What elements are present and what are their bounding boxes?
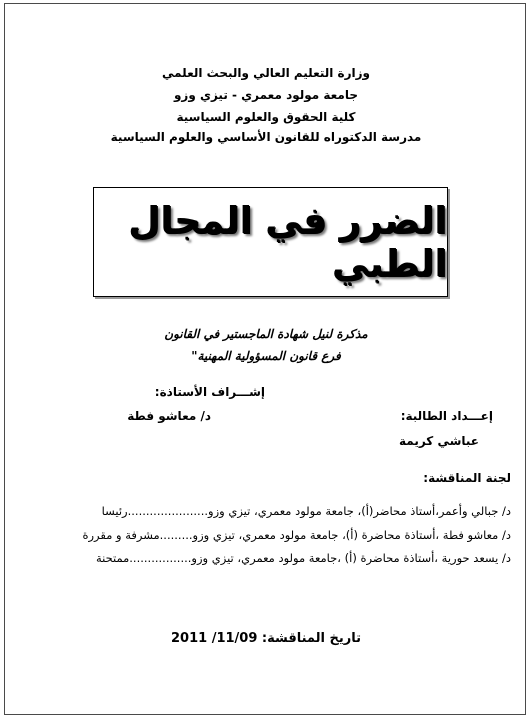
supervisor-name: د/ معاشو فطة bbox=[127, 409, 211, 423]
faculty-line: كلية الحقوق والعلوم السياسية bbox=[176, 110, 356, 124]
university-line: جامعة مولود معمري - تيزي وزو bbox=[173, 88, 359, 102]
doctoral-school-line: مدرسة الدكتوراه للقانون الأساسي والعلوم السياسية bbox=[110, 130, 422, 144]
defense-date-label: تاريخ المناقشة: bbox=[261, 631, 361, 646]
specialty-line: فرع قانون المسؤولية المهنية" bbox=[191, 349, 341, 363]
supervisor-label: إشـــراف الأستاذة: bbox=[154, 385, 265, 399]
ministry-line: وزارة التعليم العالي والبحث العلمي bbox=[161, 66, 371, 80]
jury-label: لجنة المناقشة: bbox=[423, 471, 511, 485]
jury-member-examiner: د/ يسعد حورية ،أستاذة محاضرة (أ) ،جامعة مولود معمري، تيزي وزو.................ممتحنة bbox=[95, 551, 511, 565]
jury-member-president: د/ جبالي وأعمر،أستاذ محاضر(أ)، جامعة مولود معمري، تيزي وزو......................رئيسا bbox=[101, 504, 511, 518]
thesis-title-box bbox=[93, 187, 448, 297]
thesis-title: الضرر في المجال الطبي bbox=[128, 199, 447, 285]
student-label: إعـــداد الطالبة: bbox=[400, 409, 493, 423]
student-name: عباشي كريمة bbox=[399, 434, 479, 448]
thesis-cover-page bbox=[4, 3, 526, 715]
defense-date bbox=[5, 631, 526, 646]
defense-date-value: 2011 /11/09 bbox=[170, 631, 258, 646]
degree-line: مذكرة لنيل شهادة الماجستير في القانون bbox=[164, 327, 368, 341]
jury-member-supervisor: د/ معاشو فطة ،أستاذة محاضرة (أ)، جامعة مولود معمري، تيزي وزو.........مشرفة و مقررة bbox=[82, 528, 511, 542]
